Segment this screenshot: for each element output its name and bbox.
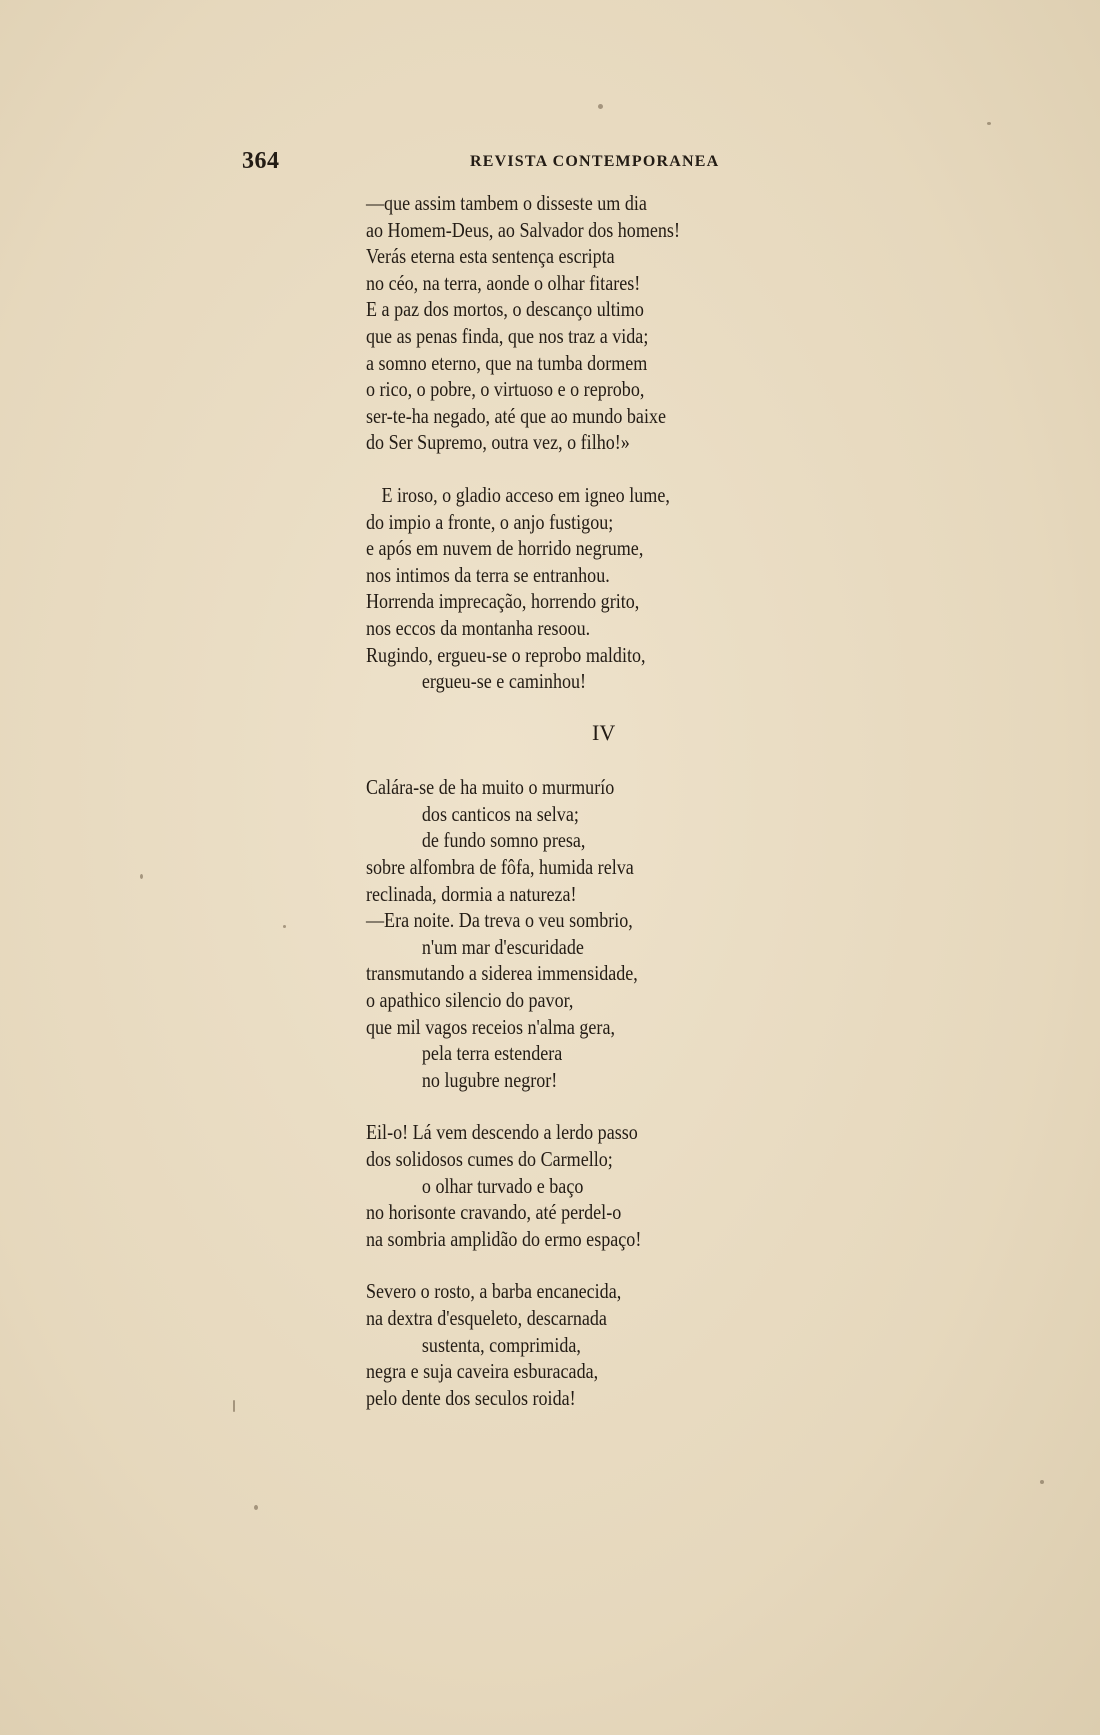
poem-line: Calára-se de ha muito o murmurío xyxy=(366,775,615,800)
poem-line: no horisonte cravando, até perdel-o xyxy=(366,1200,622,1225)
paper-speck xyxy=(987,122,991,125)
poem-line: no lugubre negror! xyxy=(421,1067,558,1092)
poem-line: dos canticos na selva; xyxy=(421,801,579,826)
poem-line: o rico, o pobre, o virtuoso e o reprobo, xyxy=(366,377,645,402)
poem-line: Horrenda imprecação, horrendo grito, xyxy=(366,589,640,614)
poem-line: E iroso, o gladio acceso em igneo lume, xyxy=(381,482,670,507)
poem-line: e após em nuvem de horrido negrume, xyxy=(366,536,644,561)
poem-line: Eil-o! Lá vem descendo a lerdo passo xyxy=(366,1120,638,1145)
poem-line: dos solidosos cumes do Carmello; xyxy=(366,1147,613,1171)
poem-line: no céo, na terra, aonde o olhar fitares! xyxy=(366,270,641,295)
poem-text xyxy=(366,190,826,1411)
poem-line: pelo dente dos seculos roida! xyxy=(366,1385,576,1410)
paper-speck xyxy=(1040,1480,1044,1484)
section-title: IV xyxy=(592,719,616,745)
poem-line: o apathico silencio do pavor, xyxy=(366,988,574,1013)
poem-line: n'um mar d'escuridade xyxy=(421,934,584,959)
stanza-gap xyxy=(366,456,826,482)
poem-line: na sombria amplidão do ermo espaço! xyxy=(366,1226,642,1251)
poem-line: pela terra estendera xyxy=(421,1041,563,1066)
paper-speck xyxy=(140,874,143,879)
page-number: 364 xyxy=(242,148,280,174)
poem-line: ao Homem-Deus, ao Salvador dos homens! xyxy=(366,217,680,242)
page-header xyxy=(0,148,1100,178)
poem-line: que mil vagos receios n'alma gera, xyxy=(366,1014,615,1039)
poem-line: ser-te-ha negado, até que ao mundo baixe xyxy=(366,403,667,428)
poem-line: de fundo somno presa, xyxy=(421,828,586,853)
section-gap xyxy=(366,695,826,720)
poem-line: nos eccos da montanha resoou. xyxy=(366,615,591,640)
paper-speck xyxy=(283,925,286,928)
poem-line: ergueu-se e caminhou! xyxy=(421,669,587,694)
poem-line: o olhar turvado e baço xyxy=(421,1173,584,1198)
poem-line: que as penas finda, que nos traz a vida; xyxy=(366,323,649,348)
poem-line: —Era noite. Da treva o veu sombrio, xyxy=(366,908,633,933)
poem-line: a somno eterno, que na tumba dormem xyxy=(366,350,648,375)
paper-speck xyxy=(598,104,603,109)
poem-line: transmutando a siderea immensidade, xyxy=(366,961,638,986)
poem-line: reclinada, dormia a natureza! xyxy=(366,881,577,906)
poem-line: do Ser Supremo, outra vez, o filho!» xyxy=(366,430,630,455)
running-title: REVISTA CONTEMPORANEA xyxy=(470,153,720,170)
poem-line: Verás eterna esta sentença escripta xyxy=(366,244,615,269)
poem-line: nos intimos da terra se entranhou. xyxy=(366,562,610,587)
poem-line: E a paz dos mortos, o descanço ultimo xyxy=(366,297,644,322)
poem-line: Severo o rosto, a barba encanecida, xyxy=(366,1279,622,1304)
poem-line: sobre alfombra de fôfa, humida relva xyxy=(366,855,634,880)
paper-speck xyxy=(233,1400,235,1412)
paper-speck xyxy=(254,1505,258,1510)
poem-line: do impio a fronte, o anjo fustigou; xyxy=(366,509,614,534)
stanza-gap xyxy=(366,1252,826,1278)
poem-line: Rugindo, ergueu-se o reprobo maldito, xyxy=(366,642,646,667)
poem-line: sustenta, comprimida, xyxy=(421,1332,581,1357)
poem-line: na dextra d'esqueleto, descarnada xyxy=(366,1305,607,1330)
stanza-gap xyxy=(366,1093,826,1119)
poem-line: negra e suja caveira esburacada, xyxy=(366,1359,599,1384)
poem-line: —que assim tambem o disseste um dia xyxy=(366,191,647,215)
section-gap xyxy=(366,746,826,774)
